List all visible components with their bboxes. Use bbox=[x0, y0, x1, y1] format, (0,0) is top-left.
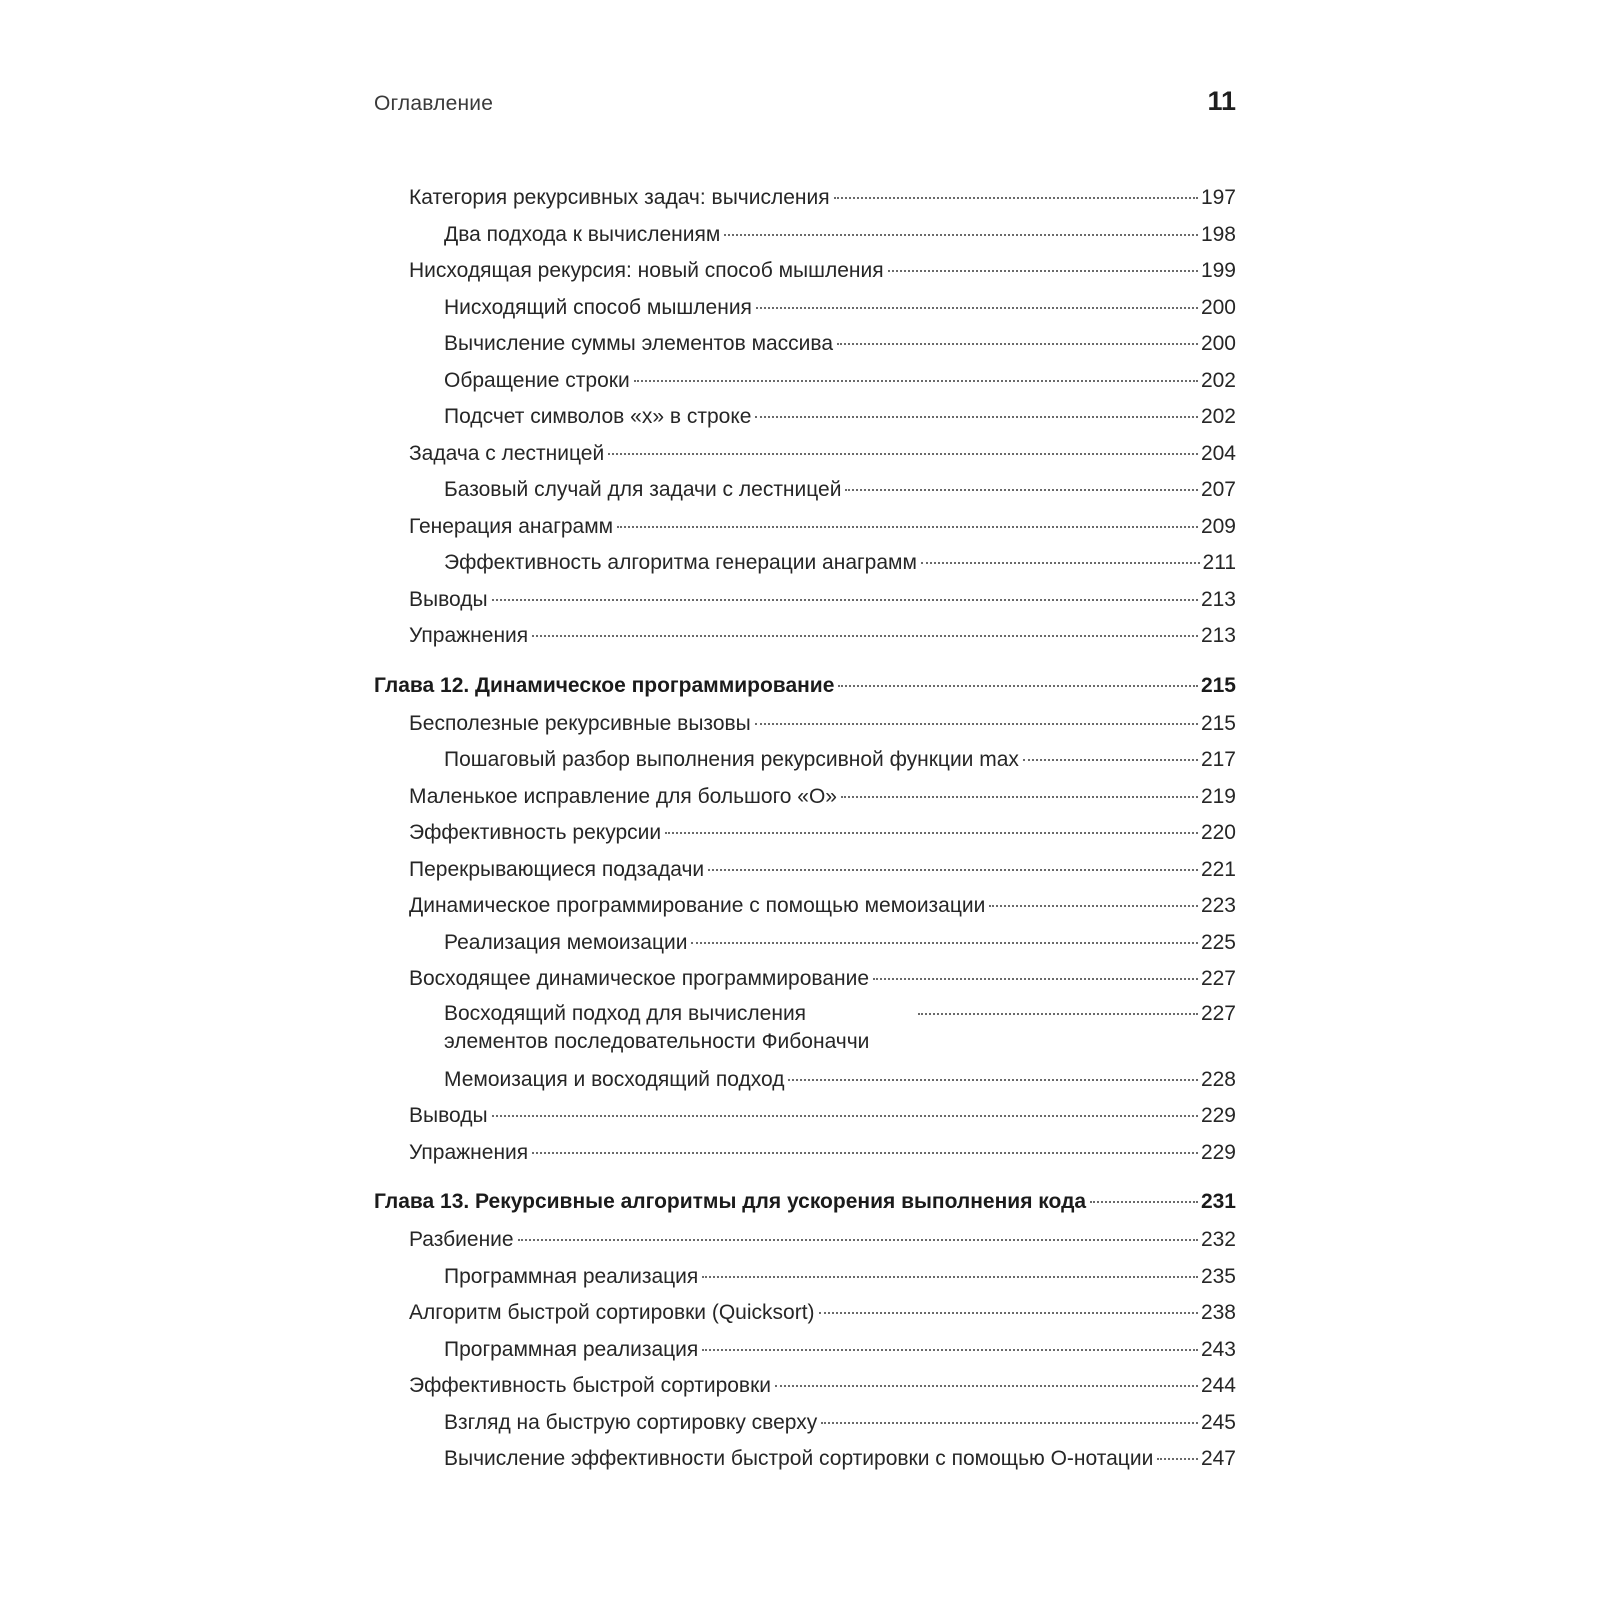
dot-leader bbox=[492, 1115, 1198, 1117]
toc-entry-page: 245 bbox=[1200, 1410, 1236, 1434]
toc-entry-page: 229 bbox=[1200, 1140, 1236, 1164]
toc-entry bbox=[374, 545, 1236, 582]
toc-entry bbox=[374, 1332, 1236, 1369]
toc-entry bbox=[374, 815, 1236, 852]
dot-leader bbox=[608, 453, 1198, 455]
toc-entry bbox=[374, 180, 1236, 217]
toc-entry-title: Выводы bbox=[409, 1104, 488, 1127]
toc-entry-title: Упражнения bbox=[409, 1140, 529, 1164]
toc-entry-title: Мемоизация и восходящий подход bbox=[444, 1067, 785, 1091]
toc-entry-title: Алгоритм быстрой сортировки (Quicksort) bbox=[409, 1301, 815, 1324]
toc-entry-page: 207 bbox=[1200, 478, 1236, 501]
toc-entry-page: 215 bbox=[1200, 673, 1236, 697]
toc-entry-page: 197 bbox=[1200, 186, 1236, 209]
toc-entry-title: Задача с лестницей bbox=[409, 441, 605, 465]
toc-entry-title: Разбиение bbox=[409, 1228, 514, 1251]
toc-entry-page: 213 bbox=[1200, 587, 1236, 611]
toc-chapter-entry bbox=[374, 668, 1236, 706]
toc-entry-title: Эффективность рекурсии bbox=[409, 821, 662, 844]
toc-entry-page: 243 bbox=[1200, 1337, 1236, 1361]
dot-leader bbox=[532, 635, 1198, 637]
toc-entry-title: Упражнения bbox=[409, 624, 529, 647]
toc-entry-page: 225 bbox=[1200, 930, 1236, 954]
dot-leader bbox=[834, 197, 1198, 199]
toc-entry bbox=[374, 436, 1236, 473]
toc-entry bbox=[374, 1405, 1236, 1442]
toc-entry bbox=[374, 961, 1236, 998]
toc-entry bbox=[374, 925, 1236, 962]
toc-entry-title: Вычисление суммы элементов массива bbox=[444, 332, 834, 355]
toc-entry-page: 227 bbox=[1200, 1001, 1236, 1025]
toc-entry-title: Нисходящая рекурсия: новый способ мышления bbox=[409, 259, 884, 282]
toc-entry-title: Два подхода к вычислениям bbox=[444, 222, 721, 246]
dot-leader bbox=[837, 343, 1198, 345]
toc-entry bbox=[374, 1098, 1236, 1135]
toc-entry-title: Маленькое исправление для большого «O» bbox=[409, 784, 837, 808]
toc-entry bbox=[374, 1062, 1236, 1099]
table-of-contents bbox=[374, 180, 1236, 1478]
toc-entry bbox=[374, 363, 1236, 400]
toc-entry-page: 227 bbox=[1200, 967, 1236, 990]
toc-entry-title: Вычисление эффективности быстрой сортировки с помощью O-нотации bbox=[444, 1447, 1154, 1470]
dot-leader bbox=[532, 1152, 1198, 1154]
toc-entry bbox=[374, 1222, 1236, 1259]
dot-leader bbox=[888, 270, 1198, 272]
toc-entry-page: 199 bbox=[1200, 259, 1236, 282]
toc-entry-title: Категория рекурсивных задач: вычисления bbox=[409, 186, 830, 209]
toc-entry bbox=[374, 253, 1236, 290]
toc-chapter-entry bbox=[374, 1184, 1236, 1222]
toc-entry-page: 220 bbox=[1200, 821, 1236, 844]
toc-entry-title: Эффективность алгоритма генерации анаграмм bbox=[444, 551, 917, 574]
toc-entry bbox=[374, 852, 1236, 889]
toc-entry-title: Базовый случай для задачи с лестницей bbox=[444, 478, 842, 501]
toc-entry-title: Восходящий подход для вычисления элементов последовательности Фибоначчи bbox=[444, 1001, 870, 1053]
running-head: Оглавление bbox=[374, 92, 494, 115]
toc-entry-page: 217 bbox=[1200, 748, 1236, 771]
toc-entry-page: 223 bbox=[1200, 894, 1236, 917]
toc-entry bbox=[374, 1259, 1236, 1296]
page-number: 11 bbox=[1207, 86, 1236, 116]
dot-leader bbox=[841, 796, 1198, 798]
toc-entry-page: 219 bbox=[1200, 784, 1236, 808]
toc-entry-title: Программная реализация bbox=[444, 1264, 699, 1288]
dot-leader bbox=[518, 1239, 1198, 1241]
dot-leader bbox=[665, 832, 1198, 834]
toc-entry-page: 202 bbox=[1200, 368, 1236, 392]
dot-leader bbox=[819, 1312, 1198, 1314]
toc-entry-page: 247 bbox=[1200, 1447, 1236, 1470]
dot-leader bbox=[755, 416, 1198, 418]
dot-leader bbox=[492, 599, 1198, 601]
dot-leader bbox=[724, 234, 1198, 236]
toc-entry bbox=[374, 1295, 1236, 1332]
toc-entry-title: Глава 12. Динамическое программирование bbox=[374, 673, 835, 697]
toc-entry bbox=[374, 399, 1236, 436]
toc-entry-title: Программная реализация bbox=[444, 1337, 699, 1361]
toc-entry-page: 198 bbox=[1200, 222, 1236, 246]
toc-entry-page: 202 bbox=[1200, 405, 1236, 428]
toc-entry-page: 229 bbox=[1200, 1104, 1236, 1127]
toc-entry bbox=[374, 888, 1236, 925]
toc-entry-title: Восходящее динамическое программирование bbox=[409, 967, 870, 990]
dot-leader bbox=[756, 307, 1198, 309]
dot-leader bbox=[918, 1013, 1198, 1015]
dot-leader bbox=[821, 1422, 1198, 1424]
dot-leader bbox=[1157, 1458, 1198, 1460]
toc-entry bbox=[374, 290, 1236, 327]
dot-leader bbox=[788, 1079, 1198, 1081]
dot-leader bbox=[845, 489, 1197, 491]
dot-leader bbox=[873, 978, 1198, 980]
toc-entry bbox=[374, 742, 1236, 779]
dot-leader bbox=[838, 685, 1198, 687]
toc-entry bbox=[374, 1135, 1236, 1172]
toc-entry bbox=[374, 618, 1236, 655]
toc-entry-title: Обращение строки bbox=[444, 368, 630, 392]
toc-entry bbox=[374, 706, 1236, 743]
toc-entry-page: 244 bbox=[1200, 1374, 1236, 1397]
toc-entry-title: Генерация анаграмм bbox=[409, 514, 614, 538]
toc-entry-title: Бесполезные рекурсивные вызовы bbox=[409, 711, 751, 735]
toc-entry-page: 238 bbox=[1200, 1301, 1236, 1324]
toc-entry-page: 204 bbox=[1200, 441, 1236, 465]
toc-entry-title: Выводы bbox=[409, 587, 488, 611]
toc-entry bbox=[374, 998, 1236, 1062]
toc-entry bbox=[374, 472, 1236, 509]
dot-leader bbox=[691, 942, 1197, 944]
toc-entry-title: Реализация мемоизации bbox=[444, 930, 688, 954]
toc-entry-page: 211 bbox=[1202, 551, 1236, 574]
toc-entry-title: Перекрывающиеся подзадачи bbox=[409, 857, 705, 881]
dot-leader bbox=[755, 723, 1198, 725]
dot-leader bbox=[921, 562, 1200, 564]
dot-leader bbox=[1090, 1201, 1198, 1203]
dot-leader bbox=[702, 1276, 1198, 1278]
toc-entry bbox=[374, 1441, 1236, 1478]
toc-entry-page: 209 bbox=[1200, 514, 1236, 538]
toc-entry bbox=[374, 779, 1236, 816]
toc-entry-title: Подсчет символов «x» в строке bbox=[444, 405, 752, 428]
toc-entry-title: Эффективность быстрой сортировки bbox=[409, 1374, 772, 1397]
toc-entry bbox=[374, 1368, 1236, 1405]
toc-entry-title: Нисходящий способ мышления bbox=[444, 295, 752, 319]
dot-leader bbox=[702, 1349, 1198, 1351]
dot-leader bbox=[775, 1385, 1198, 1387]
toc-entry-page: 215 bbox=[1200, 711, 1236, 735]
dot-leader bbox=[617, 526, 1198, 528]
toc-entry bbox=[374, 326, 1236, 363]
toc-entry-title: Пошаговый разбор выполнения рекурсивной функции max bbox=[444, 748, 1019, 771]
toc-entry-title: Глава 13. Рекурсивные алгоритмы для ускорения выполнения кода bbox=[374, 1190, 1087, 1213]
toc-entry-title: Динамическое программирование с помощью мемоизации bbox=[409, 894, 986, 917]
dot-leader bbox=[989, 905, 1198, 907]
toc-entry bbox=[374, 582, 1236, 619]
dot-leader bbox=[1023, 759, 1198, 761]
toc-entry-page: 232 bbox=[1200, 1228, 1236, 1251]
dot-leader bbox=[634, 380, 1198, 382]
toc-entry-page: 213 bbox=[1200, 624, 1236, 647]
toc-entry bbox=[374, 509, 1236, 546]
toc-entry-page: 200 bbox=[1200, 332, 1236, 355]
toc-entry-page: 200 bbox=[1200, 295, 1236, 319]
toc-entry-page: 221 bbox=[1200, 857, 1236, 881]
toc-entry-title: Взгляд на быструю сортировку сверху bbox=[444, 1410, 818, 1434]
toc-entry bbox=[374, 217, 1236, 254]
toc-entry-page: 231 bbox=[1200, 1190, 1236, 1213]
dot-leader bbox=[708, 869, 1198, 871]
toc-entry-page: 235 bbox=[1200, 1264, 1236, 1288]
toc-entry-page: 228 bbox=[1200, 1067, 1236, 1091]
